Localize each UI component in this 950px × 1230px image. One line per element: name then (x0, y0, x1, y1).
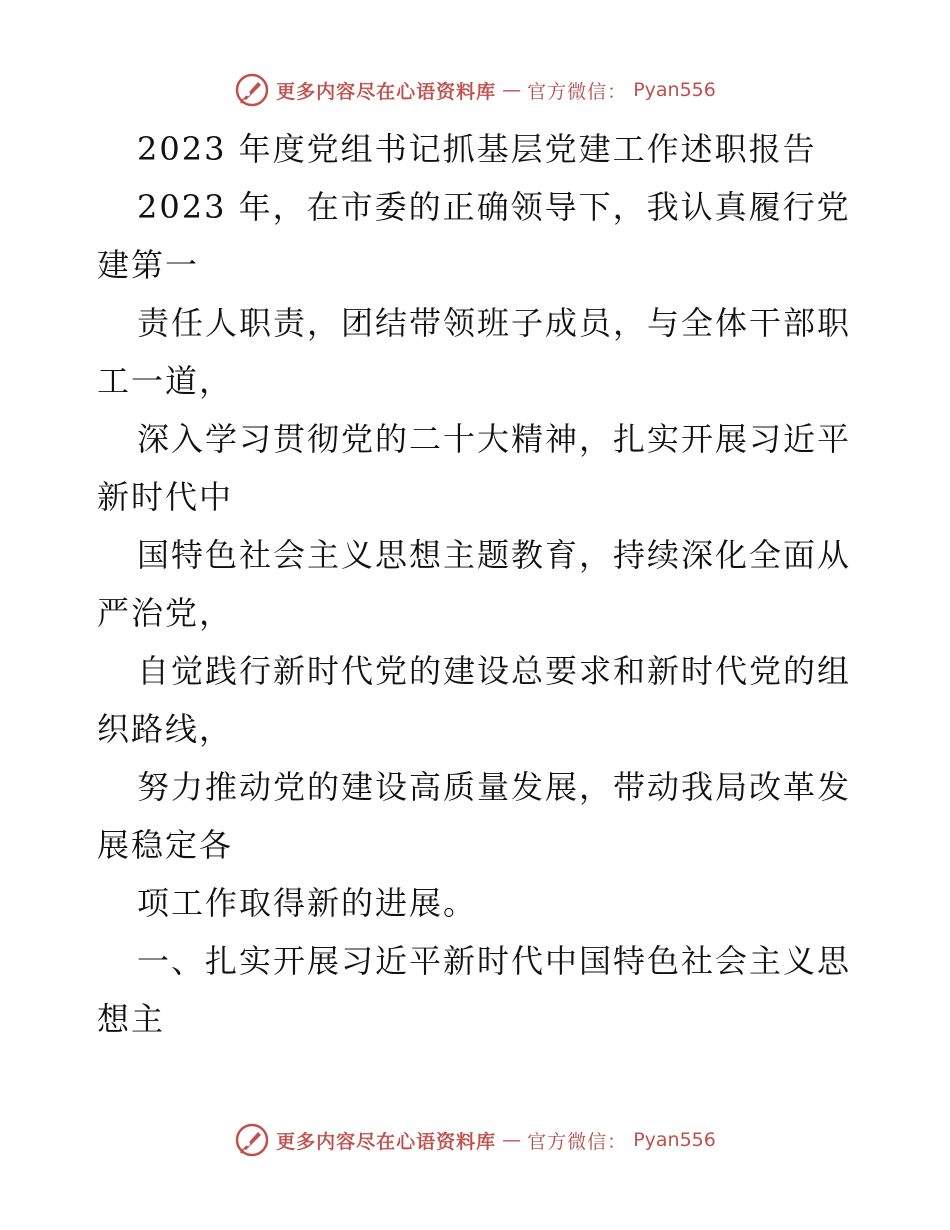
document-body (97, 120, 857, 1048)
header-watermark (0, 70, 950, 110)
document-line: 2023 年，在市委的正确领导下，我认真履行党 (137, 188, 851, 226)
watermark-official-label: 官方微信： (527, 80, 628, 103)
document-line: 展稳定各 (97, 826, 234, 864)
footer-watermark (0, 1120, 950, 1160)
document-line: 责任人职责，团结带领班子成员，与全体干部职 (137, 304, 852, 342)
watermark-dash: — (502, 1129, 522, 1151)
watermark-official-label: 官方微信： (527, 1130, 628, 1153)
document-line: 建第一 (97, 246, 200, 284)
document-line: 工一道， (97, 362, 234, 400)
document-line: 想主 (97, 1000, 166, 1038)
feather-pen-logo-icon (234, 1122, 270, 1158)
watermark-wechat-id: Pyan556 (633, 79, 716, 101)
document-line: 2023 年度党组书记抓基层党建工作述职报告 (137, 130, 817, 168)
watermark-wechat-id: Pyan556 (633, 1129, 716, 1151)
document-line: 努力推动党的建设高质量发展，带动我局改革发 (137, 768, 852, 806)
feather-pen-logo-icon (234, 72, 270, 108)
document-line: 织路线， (97, 710, 234, 748)
document-line: 深入学习贯彻党的二十大精神，扎实开展习近平 (137, 420, 852, 458)
document-line: 新时代中 (97, 478, 234, 516)
watermark-dash: — (502, 79, 522, 101)
document-line: 项工作取得新的进展。 (137, 884, 478, 922)
document-line: 一、扎实开展习近平新时代中国特色社会主义思 (137, 942, 852, 980)
document-line: 国特色社会主义思想主题教育，持续深化全面从 (137, 536, 852, 574)
document-line: 自觉践行新时代党的建设总要求和新时代党的组 (137, 652, 852, 690)
watermark-site-text: 更多内容尽在心语资料库 (276, 1130, 497, 1153)
watermark-site-text: 更多内容尽在心语资料库 (276, 80, 497, 103)
document-line: 严治党， (97, 594, 234, 632)
